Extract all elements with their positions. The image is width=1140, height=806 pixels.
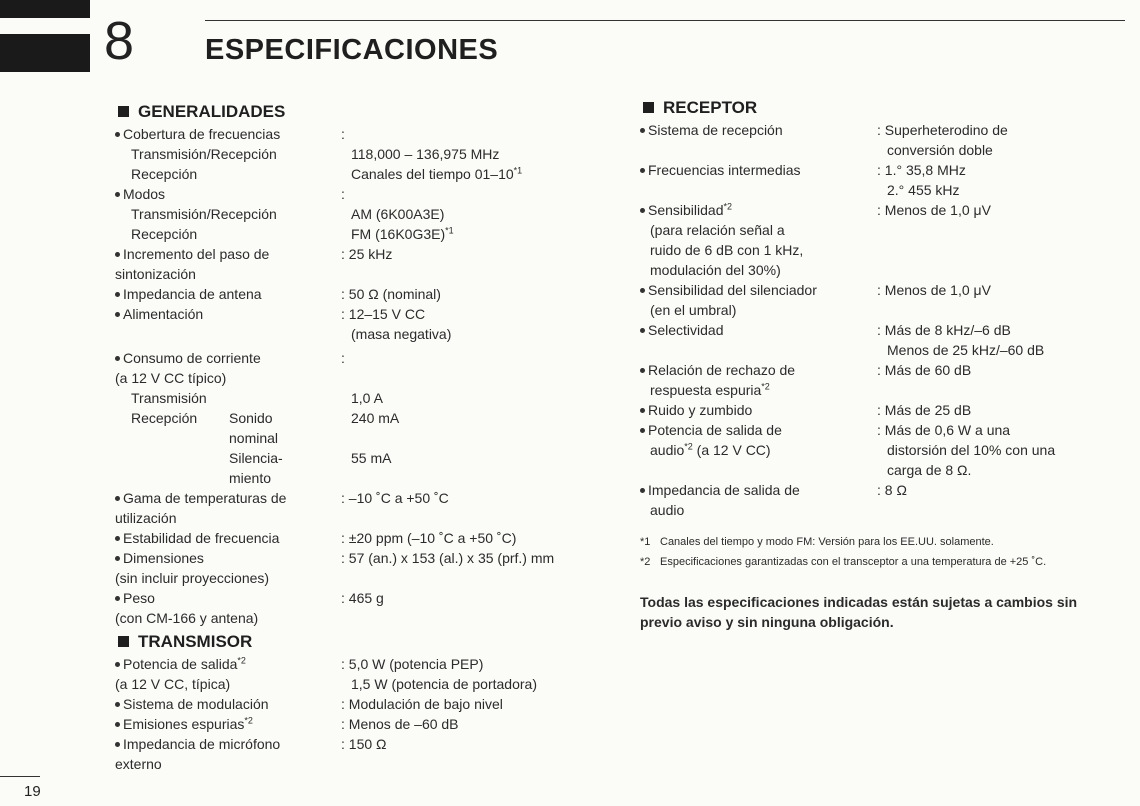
spec-row: Sistema de modulación : Modulación de bajo nivel bbox=[115, 694, 615, 714]
bullet-icon bbox=[115, 356, 120, 361]
chapter-tab-top bbox=[0, 0, 90, 18]
bullet-icon bbox=[115, 312, 120, 317]
page-number: 19 bbox=[24, 783, 41, 800]
spec-row: Frecuencias intermedias : 1.° 35,8 MHz 2.° 455 kHz bbox=[640, 160, 1120, 200]
spec-row: Gama de temperaturas de utilización : –10 ˚C a +50 ˚C bbox=[115, 490, 449, 526]
bullet-icon bbox=[115, 292, 120, 297]
disclaimer: Todas las especificaciones indicadas están sujetas a cambios sin previo aviso y sin ninguna obligación. bbox=[640, 594, 1078, 630]
spec-row: Estabilidad de frecuencia : ±20 ppm (–10 ˚C a +50 ˚C) bbox=[115, 528, 615, 548]
spec-row: Incremento del paso de sintonización : 25 kHz bbox=[115, 246, 393, 282]
spec-row: Sensibilidad del silenciador (en el umbral) : Menos de 1,0 μV bbox=[640, 280, 1120, 320]
chapter-number: 8 bbox=[104, 11, 135, 71]
spec-row: Transmisión 1,0 A bbox=[131, 390, 383, 406]
bullet-icon bbox=[640, 288, 645, 293]
spec-row: Recepción FM $(16K0G3E)^{*1}$ bbox=[131, 225, 454, 242]
spec-row: Modos : bbox=[115, 184, 615, 204]
bullet-icon bbox=[640, 408, 645, 413]
bullet-icon bbox=[640, 428, 645, 433]
footnote: *2 Especificaciones garantizadas con el transceptor a una temperatura de +25 ˚C. bbox=[640, 556, 1047, 568]
bullet-icon bbox=[115, 702, 120, 707]
bullet-icon bbox=[115, 252, 120, 257]
bullet-icon bbox=[115, 662, 120, 667]
spec-row: Potencia de salida de audio$^{*2}$ (a 12 V CC) : Más de 0,6 W a una distorsión del 10% con una carga de 8 Ω. bbox=[640, 420, 1120, 480]
spec-row: Peso (con CM-166 y antena) : 465 g bbox=[115, 590, 384, 626]
section-square-icon bbox=[643, 102, 654, 113]
spec-row: Selectividad : Más de 8 kHz/–6 dB Menos de 25 kHz/–60 dB bbox=[640, 320, 1120, 360]
spec-row: Alimentación : 12–15 V CC (masa negativa) bbox=[115, 304, 615, 344]
spec-row: Emisiones espurias$^{*2}$ : Menos de –60 dB bbox=[115, 714, 615, 734]
spec-row: Dimensiones (sin incluir proyecciones) : 57 (an.) x 153 (al.) x 35 (prf.) mm bbox=[115, 550, 555, 586]
spec-row: Sistema de recepción : Superheterodino de conversión doble bbox=[640, 120, 1120, 160]
spec-row: Transmisión/Recepción 118,000 – 136,975 MHz bbox=[131, 146, 500, 162]
bullet-icon bbox=[640, 368, 645, 373]
spec-row: Sensibilidad$^{*2}$ (para relación señal a ruido de 6 dB con 1 kHz, modulación del 30%) : Menos de 1,0 μV bbox=[640, 200, 1120, 280]
bullet-icon bbox=[640, 328, 645, 333]
bullet-icon bbox=[640, 488, 645, 493]
section-transmisor: TRANSMISOR bbox=[115, 630, 615, 654]
footnotes bbox=[640, 534, 1120, 570]
spec-row: Recepción Sonido nominal 240 mA bbox=[131, 410, 400, 446]
section-receptor: RECEPTOR bbox=[640, 96, 1120, 120]
bullet-icon bbox=[115, 192, 120, 197]
section-square-icon bbox=[118, 636, 129, 647]
spec-row: Consumo de corriente (a 12 V CC típico) : bbox=[115, 350, 345, 386]
bullet-icon bbox=[115, 742, 120, 747]
chapter-rule bbox=[205, 20, 1125, 21]
left-column bbox=[115, 100, 615, 774]
chapter-tab bbox=[0, 34, 90, 72]
bullet-icon bbox=[640, 208, 645, 213]
spec-row: Impedancia de antena : 50 Ω (nominal) bbox=[115, 284, 615, 304]
spec-row: Ruido y zumbido : Más de 25 dB bbox=[640, 400, 1120, 420]
bullet-icon bbox=[115, 722, 120, 727]
bullet-icon bbox=[115, 596, 120, 601]
section-generalidades: GENERALIDADES bbox=[115, 100, 615, 124]
spec-row: Transmisión/Recepción AM (6K00A3E) bbox=[131, 206, 445, 222]
spec-row: Potencia de salida$^{*2}$ (a 12 V CC, típica) : 5,0 W (potencia PEP) 1,5 W (potencia de portadora) bbox=[115, 655, 537, 692]
bullet-icon bbox=[115, 536, 120, 541]
bullet-icon bbox=[115, 132, 120, 137]
bullet-icon bbox=[115, 556, 120, 561]
bullet-icon bbox=[640, 168, 645, 173]
bullet-icon bbox=[115, 496, 120, 501]
chapter-title: ESPECIFICACIONES bbox=[205, 34, 499, 66]
spec-row: Relación de rechazo de respuesta espuria$^{*2}$ : Más de 60 dB bbox=[640, 360, 1120, 400]
spec-row: Impedancia de micrófono externo : 150 Ω bbox=[115, 736, 387, 772]
right-column bbox=[640, 96, 1120, 632]
page-number-rule bbox=[0, 776, 40, 777]
footnote: *1 Canales del tiempo y modo FM: Versión para los EE.UU. solamente. bbox=[640, 536, 994, 548]
spec-row: Recepción Canales del tiempo 01–10$^{*1}$ bbox=[131, 165, 523, 182]
section-square-icon bbox=[118, 106, 129, 117]
spec-row: Silencia- miento 55 mA bbox=[229, 450, 392, 486]
spec-row: Impedancia de salida de audio : 8 Ω bbox=[640, 480, 1120, 520]
bullet-icon bbox=[640, 128, 645, 133]
spec-row: Cobertura de frecuencias : bbox=[115, 124, 615, 144]
